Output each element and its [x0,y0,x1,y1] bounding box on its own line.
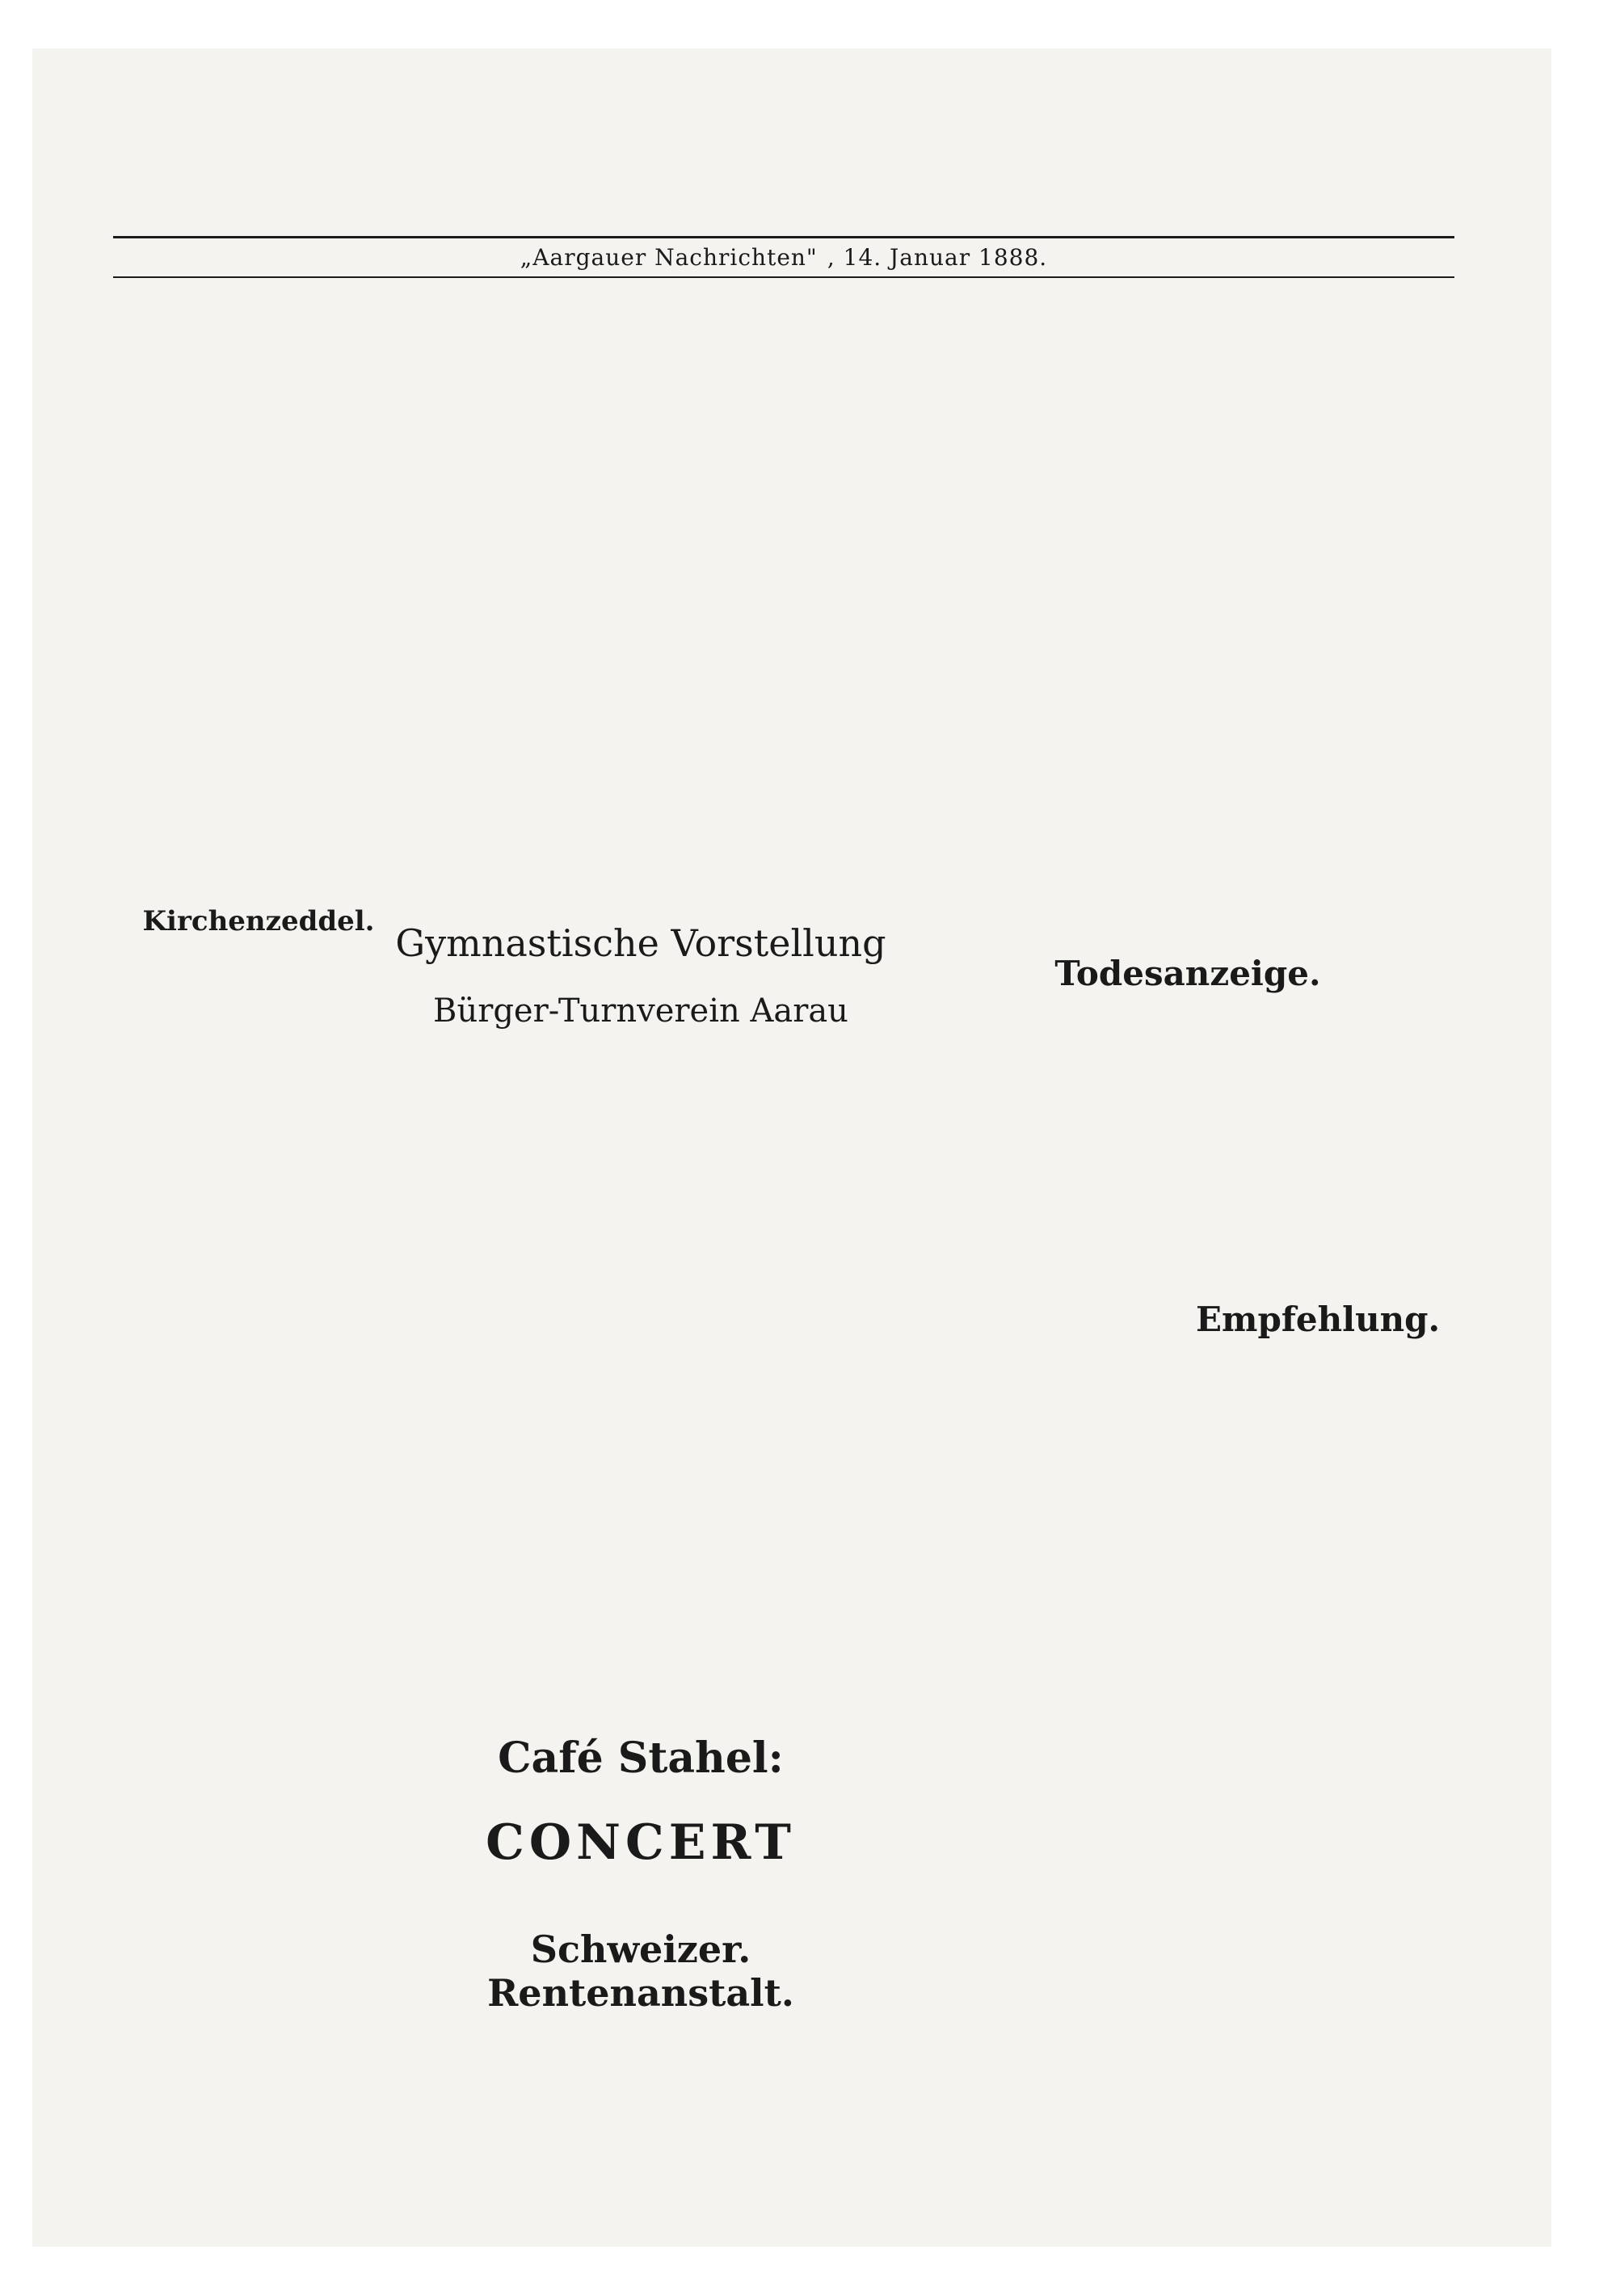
empfehlung-heading: Empfehlung. [1196,1300,1441,1339]
newspaper-name: „Aargauer Nachrichten" [520,243,818,271]
masthead: „Aargauer Nachrichten" , 14. Januar 1888. [520,243,1048,271]
cafe-stahel-heading: Café Stahel: [498,1734,784,1783]
masthead-rule-top [113,236,1454,238]
kirchenzeddel-heading: Kirchenzeddel. [142,905,375,937]
rentenanstalt-heading: Schweizer. Rentenanstalt. [487,1927,794,2015]
concert-heading: CONCERT [486,1814,796,1871]
issue-date: 14. Januar 1888. [843,243,1048,271]
gymnastische-vorstellung-heading: Gymnastische Vorstellung [395,921,886,965]
todesanzeige-heading: Todesanzeige. [1054,954,1321,993]
buerger-turnverein-heading: Bürger-Turnverein Aarau [433,992,848,1030]
masthead-rule-bottom [113,276,1454,278]
newspaper-page [32,48,1551,2247]
